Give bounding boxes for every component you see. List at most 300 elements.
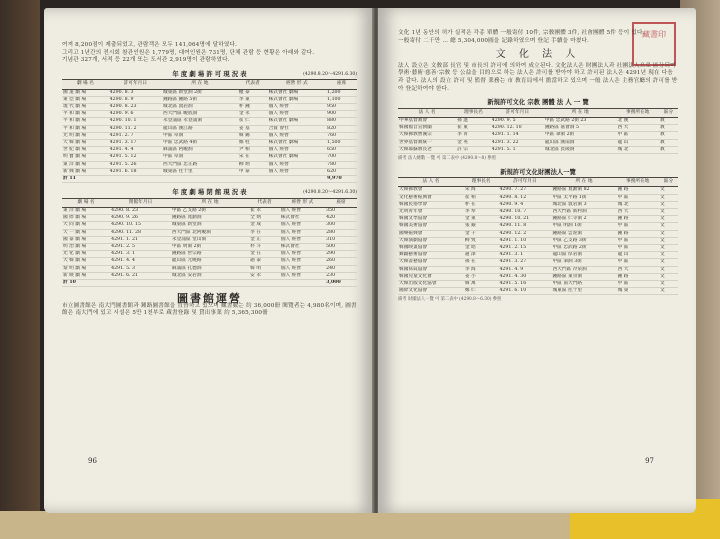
table-cell: 趙 澤 [464,252,499,259]
table-cell: 個人 經營 [280,236,325,243]
table-cell: 教 [659,125,678,132]
table-cell: 韓 明 [249,265,280,272]
table-cell: 教 [659,139,678,146]
column-header: 劇 場 名 [62,80,109,89]
table4-note: 備考 財團法人一覽 이 第二表中 (4290.8～6.30) 參照 [398,297,502,303]
table-cell: 文 [659,281,678,288]
table-cell: 西 大 [617,266,659,273]
table-cell: 中區 筆洞 2街 [544,132,617,139]
column-header: 所 在 地 [162,80,238,89]
table-cell: 龍 山 [617,139,659,146]
table4-title: 新規許可文化財團法人一覽 [500,168,576,176]
table-cell: 韓國映畫協會 [398,244,464,251]
table-cell: 宋 海 [464,187,499,194]
table-cell: 中 區 [617,223,659,230]
table-cell: 新 興 劇 場 [62,168,109,175]
table-cell: 鍾路區 嘉會洞 5 [544,125,617,132]
table-cell: 文 [659,252,678,259]
table-cell: 中區 忠武路 2街 [551,244,616,251]
table-row [62,222,357,229]
table-cell: 文 [659,216,678,223]
table-row [62,154,357,161]
table-cell: 平 和 劇 場 [62,111,109,118]
table-row [398,237,678,244]
table-cell: 龍山區 厚岩洞 [551,252,616,259]
table-cell: 東 洋 劇 場 [62,208,110,215]
table-cell: 4290. 12. 2 [498,230,551,237]
table-cell: 880 [326,118,357,125]
table-cell: 4290. 8. 9 [109,96,162,103]
table-cell: 個人 經營 [268,147,327,154]
table-cell: 820 [326,125,357,132]
table-cell: 中 區 [617,194,659,201]
table-cell: 申 泰 [238,168,268,175]
table-cell: 李 在 [249,229,280,236]
table-cell: 平 和 劇 場 [62,118,109,125]
table-cell: 崔 永 [249,208,280,215]
table-cell: 文 [659,266,678,273]
table-cell: 永登浦區 堂山洞 [171,236,249,243]
theater-closure-table [62,198,357,287]
table-cell: 個人 經營 [280,272,325,279]
table-cell: 教 [659,132,678,139]
table-cell: 國樂振興會 [398,230,464,237]
table-cell: 個人 經營 [280,208,325,215]
table-cell: 永登浦區 永登浦洞 [162,118,238,125]
table-cell: 大韓出版文化協會 [398,281,464,288]
table-cell: 柳 致 [464,237,499,244]
table-cell: 李 奉 [464,208,499,215]
table-row [62,265,357,272]
table-row [62,147,357,154]
column-header: 法 人 名 [398,178,464,187]
table-cell: 4291. 3. 1 [110,251,171,258]
table-row [398,281,678,288]
column-header: 區分 [659,108,678,117]
table-cell: 420 [325,215,357,222]
table-cell: 城東區 新堂洞 [171,222,249,229]
table-cell: 鍾路區 雲泥洞 [551,230,616,237]
table-row [62,125,357,132]
table-row [398,125,678,132]
column-header: 座席 [326,80,357,89]
table-cell: 4291. 3. 22 [491,139,544,146]
table-row [398,194,678,201]
table-cell: 株式會社 劇場 [268,96,327,103]
table-cell: 4290. 10. 15 [110,222,171,229]
column-header: 劇 場 名 [62,198,110,207]
table-cell: 麻浦區 孔德洞 [171,265,249,272]
table-cell: 文 [659,244,678,251]
table-cell: 個人 經營 [280,265,325,272]
table-row [62,244,357,251]
table-cell: 大 韓 劇 場 [62,258,110,265]
table-row [398,223,678,230]
table-row [398,230,678,237]
table-cell: 張 銀 [464,223,499,230]
table-cell: 龍山區 元曉路 [171,258,249,265]
table-cell: 韓 萬 [464,281,499,288]
table-cell: 個人 經營 [280,229,325,236]
table-cell: 4291. 5. 1 [491,146,544,153]
table-row [62,132,357,139]
table-cell: 中 區 [617,244,659,251]
table-cell: 文 [659,237,678,244]
table-cell: 鍾路區 世宗路 [171,251,249,258]
table-cell: 4291. 5. 3 [110,265,171,272]
table-cell: 個人 經營 [268,168,327,175]
table-cell: 4291. 5. 12 [109,154,162,161]
table-cell: 4290. 9. 4 [498,201,551,208]
table-cell: 金 英 [456,139,491,146]
total-value: 9,970 [326,176,357,183]
table-cell: 金 昭 [464,244,499,251]
table-cell: 240 [325,265,357,272]
table-row [398,259,678,266]
table-row [398,216,678,223]
table-cell: 個人 經營 [268,161,327,168]
table-cell: 李 東 [238,96,268,103]
table-cell: 西大門區 峴底洞 [162,111,238,118]
library-section-text: 市立圖書館은 南大門圖書館과 鍾路圖書館을 直營하고 있으며 藏書數는 約 36,000冊 閱覽者는 4,980名이며, 圖書館은 南大門에 있고 시설은 5만 1천부로 蔵書登錄 및 貸出事業 約 5,365,300冊 [62,302,357,317]
table-cell: 平 和 劇 場 [62,125,109,132]
table-cell: 教 [659,117,678,124]
table-cell: 中 區 [617,132,659,139]
table-cell: 4290. 10. 7 [498,208,551,215]
table-cell: 4290. 8. 23 [110,208,171,215]
table-cell: 城北區 敦岩洞 3 [551,201,616,208]
table-cell: 鍾 路 [617,230,659,237]
table-cell: 4290. 8. 3 [109,89,162,96]
table-row [398,201,678,208]
column-header: 事務所在地 [617,108,659,117]
table-cell: 4290. 7. 27 [498,187,551,194]
table-row [398,288,678,295]
table-cell: 大 韓 劇 場 [62,140,109,147]
total-row [62,280,357,287]
table-cell: 株式會社 [280,215,325,222]
table-cell: 城東區 往十里 [162,168,238,175]
table-cell: 許 宗 [456,146,491,153]
table-cell: 900 [326,111,357,118]
page-number-right: 97 [645,457,654,465]
table-row [398,266,678,273]
table-cell: 4290. 8. 23 [109,103,162,110]
table-cell: 西大門區 忠正路 [162,161,238,168]
table-cell: 780 [326,161,357,168]
table-cell: 金 永 [238,111,268,118]
table-cell: 株式會社 劇場 [268,154,327,161]
table-cell: 文 [659,194,678,201]
table-cell: 300 [325,222,357,229]
column-header: 事務所在地 [617,178,659,187]
column-header: 所 在 地 [551,178,616,187]
table-cell: 4291. 3. 17 [109,140,162,147]
table-cell: 500 [325,244,357,251]
table-cell: 東 洋 劇 場 [62,161,109,168]
table-row [62,140,357,147]
table-cell: 中區 草洞 [162,154,238,161]
table-cell: 1,200 [326,89,357,96]
cultural-foundation-table [398,177,678,295]
table-cell: 東 亞 劇 場 [62,96,109,103]
table-cell: 光明靑年會 [398,208,464,215]
table-cell: 個人 經營 [268,132,327,139]
left-paragraph: 그리고 1년간의 전시회 참관인원은 1,779명, 대여인원은 731명, 단체 관람 등 현황은 아래와 같다. [62,49,315,56]
table-cell: 黎 明 劇 場 [62,265,110,272]
table2-title: 年 度 劇 場 閉 館 現 況 表 (4290.8.20～4291.6.30) [172,189,357,197]
table-cell: 大韓佛敎會 [398,187,464,194]
table-cell: 現 代 劇 場 [62,103,109,110]
table-cell: 260 [325,258,357,265]
table-cell: 世 紀 劇 場 [62,147,109,154]
table-cell: 鄭 柱 [238,140,268,147]
table-cell: 崔 相 [464,194,499,201]
table3-title: 新規許可文化 宗教 團體 法 人 一 覽 [487,99,589,107]
table-cell: 文化藝術振興會 [398,194,464,201]
table-cell: 韓 錫 [238,132,268,139]
left-paragraph: 기념관 327개, 서적 등 22개 또는 도서관 2,919명이 관람하였다. [62,57,230,64]
table-cell: 290 [325,251,357,258]
table-cell: 龍山區 漢江路 [162,125,238,132]
table-row [62,161,357,168]
table-cell: 4291. 1. 10 [498,237,551,244]
table-row [398,187,678,194]
table-cell: 230 [325,272,357,279]
table-cell: 城北區 貞陵洞 [544,146,617,153]
cultural-foundation-title: 文 化 法 人 [495,49,581,61]
left-page [44,8,374,513]
table-cell: 文 [659,223,678,230]
table-cell: 崔 東 [456,125,491,132]
cultural-foundation-text: 法人 設立은 文敎部 長官 및 市長의 許可에 의하여 成立된다. 文化法人은 財團法人과 社團法人으로 區分되며 學術·藝術·慈善·宗敎 등 公益을 目的으로 하는 法人은 許可를 받아야 하고 許可된 法人은 4291년 現在 다음과 같다. 法人의 設立 許可 및 監督 業務는 市 敎育局에서 擔當하고 있으며 一般 法人은 主務官廳의 許可를 받아 登記하여야 한다. [398,62,678,92]
table-cell: 鍾路區 東崇洞 [551,273,616,280]
table-row [62,215,357,222]
table-cell: 1,500 [326,140,357,147]
table-cell: 李 海 [464,266,499,273]
column-header: 經營 形 式 [280,198,325,207]
column-header: 閉館年月日 [110,198,171,207]
table-row [62,168,357,175]
table-cell: 株式會社 劇場 [268,140,327,147]
theater-permit-table [62,79,357,183]
column-header: 許可年月日 [498,178,551,187]
table-cell: 4290. 9. 26 [110,215,171,222]
table-cell: 中區 明洞 1街 [551,223,616,230]
table-cell: 中區 乙支路 3街 [551,237,616,244]
table-cell: 4291. 3. 27 [498,259,551,266]
table-row [398,117,678,124]
table-cell: 620 [326,168,357,175]
left-paragraph: 여져 8,200점이 제출되었고, 관람객은 모두 141,064명에 달하였다. [62,42,238,48]
table-cell: 鍾 路 [617,216,659,223]
religious-foundation-table [398,108,678,154]
table-row [62,118,357,125]
table-cell: 個人 經營 [268,103,327,110]
table-cell: 合資 會社 [268,125,327,132]
table-cell: 鍾 路 [617,187,659,194]
table-row [62,96,357,103]
column-header: 法 人 名 [398,108,456,117]
table-cell: 孫 進 [456,117,491,124]
table-cell: 950 [326,103,357,110]
table-row [398,252,678,259]
table-cell: 姜 基 [238,125,268,132]
table-cell: 4291. 1. 21 [110,236,171,243]
table-cell: 西 大 [617,208,659,215]
table-cell: 鄭 仁 [464,288,499,295]
table-cell: 文 [659,187,678,194]
table-cell: 株式會社 劇場 [268,118,327,125]
table-cell: 1,100 [326,96,357,103]
total-value: 3,000 [325,280,357,287]
column-header: 代表者 [249,198,280,207]
table-cell: 大韓書藝協會 [398,259,464,266]
table-cell: 金 正 [249,236,280,243]
table-row [62,103,357,110]
table-cell: 西大門區 冷泉洞 [551,266,616,273]
table-cell: 4291. 5. 26 [109,161,162,168]
column-header: 許可年月日 [491,108,544,117]
table-cell: 文 [659,208,678,215]
table-cell: 城東區 往十里 [551,288,616,295]
table-cell: 中區 乙支路 2街 [171,208,249,215]
table-cell: 新 映 劇 場 [62,272,110,279]
table-cell: 4291. 6. 18 [109,168,162,175]
table-cell: 韓國福音宣敎團 [398,125,456,132]
table-cell: 個人 經營 [268,111,327,118]
table-row [62,251,357,258]
table-cell: 世界基督教統一 [398,139,456,146]
table-row [62,89,357,96]
column-header: 理事長名 [464,178,499,187]
table-cell: 金 東 [464,216,499,223]
table-cell: 個人 經營 [280,258,325,265]
table-cell: 310 [325,236,357,243]
table-cell: 4291. 6. 21 [110,272,171,279]
table-cell: 城東區 新堂洞 2街 [162,89,238,96]
table-cell: 國 道 劇 場 [62,89,109,96]
table-cell: 大韓佛敎曹溪宗 [398,132,456,139]
table-cell: 光 明 劇 場 [62,132,109,139]
table-cell: 個人 經營 [280,251,325,258]
table-cell: 4290. 10. 21 [498,216,551,223]
table-cell: 文 [659,288,678,295]
table-cell: 大韓演劇協會 [398,237,464,244]
table-cell: 李 靑 [456,132,491,139]
table-row [62,111,357,118]
library-seal-stamp: 藏書印 [632,22,676,66]
table-row [62,272,357,279]
table-cell: 舞踊藝術協會 [398,252,464,259]
table-cell: 大 同 劇 場 [62,222,110,229]
table-cell: 4290. 9. 6 [109,111,162,118]
total-label: 計 11 [62,176,326,183]
table-cell: 韓國寫眞協會 [398,266,464,273]
table2-date: (4290.8.20～4291.6.30) [303,190,357,196]
table-cell: 孫 在 [464,259,499,266]
table-cell: 鍾 路 [617,273,659,280]
table-cell: 國 泰 劇 場 [62,236,110,243]
table-cell: 4291. 1. 14 [491,132,544,139]
table-cell: 光 化 劇 場 [62,251,110,258]
table-cell: 文 [659,201,678,208]
table-cell: 城北區 安岩洞 [171,272,249,279]
table-cell: 龍山區 漢南洞 [544,139,617,146]
table-row [398,208,678,215]
table-cell: 趙 泰 [249,258,280,265]
table-cell: 株式會社 [280,244,325,251]
table1-date: (4290.8.20～4291.6.30) [303,71,357,77]
table-cell: 宋 在 [238,154,268,161]
table-cell: 650 [326,147,357,154]
table-cell: 4290. 11. 28 [110,229,171,236]
total-row [62,176,357,183]
table-cell: 國際文化協會 [398,288,464,295]
table-cell: 鍾路區 寬勳洞 82 [551,187,616,194]
column-header: 理事長名 [456,108,491,117]
table-cell: 金 千 [464,230,499,237]
column-header: 代表者 [238,80,268,89]
table1-title: 年 度 劇 場 許 可 現 況 表 (4290.8.20～4291.6.30) [172,70,357,78]
table-cell: 中 區 [617,237,659,244]
table-cell: 700 [326,154,357,161]
table-cell: 4291. 4. 4 [109,147,162,154]
table-row [62,208,357,215]
table-cell: 教 [659,146,678,153]
table-cell: 株式會社 劇場 [268,89,327,96]
column-header: 所 在 地 [544,108,617,117]
table-cell: 4290. 8. 12 [498,194,551,201]
table-cell: 中 區 [617,281,659,288]
table-cell: 4290. 12. 10 [491,125,544,132]
table-row [62,258,357,265]
table-cell: 文 [659,259,678,266]
table-cell: 4290. 11. 2 [109,125,162,132]
table-cell: 城 北 [617,201,659,208]
table-cell: 4291. 2. 5 [110,244,171,251]
table-cell: 金 在 [249,251,280,258]
table-cell: 全 炳 [249,215,280,222]
table-cell: 西 大 [617,125,659,132]
right-paragraph: 一般寄付 二千만 … 總 5,304,000圓을 記錄하였으며 登記 手續을 마쳤다. [398,37,590,44]
table-cell: 4291. 4. 4 [110,258,171,265]
table-cell: 韓國美術協會 [398,223,464,230]
table-row [398,139,678,146]
table-cell: 柳 炳 [238,161,268,168]
table-row [398,244,678,251]
right-page [378,8,696,513]
table-cell: 中區 忠武路 4街 [162,140,238,147]
table-cell: 西大門區 北阿峴洞 [171,229,249,236]
table-cell: 中區 忠武路 2街 23 [544,117,617,124]
table-cell: 4291. 2. 7 [109,132,162,139]
table-cell: 麻浦區 阿峴洞 [162,147,238,154]
table-cell: 明 寶 劇 場 [62,154,109,161]
table3-note: 備考 法人總數 一覽 이 第二表中 (4290.8～8) 參照 [398,155,496,161]
table-row [398,132,678,139]
table-cell: 城北區 敦岩洞 [162,103,238,110]
library-section-title: 圖書館運營 [177,292,242,306]
table-cell: 文 [659,230,678,237]
table-cell: 明 治 劇 場 [62,244,110,251]
table-cell: 姜 小 [464,273,499,280]
table-cell: 760 [326,132,357,139]
table-cell: 金 成 [249,222,280,229]
table-cell: 鍾路區 仁寺洞 2 [551,216,616,223]
table-cell: 韓國兒童文化會 [398,273,464,280]
page-number-left: 96 [88,457,97,465]
